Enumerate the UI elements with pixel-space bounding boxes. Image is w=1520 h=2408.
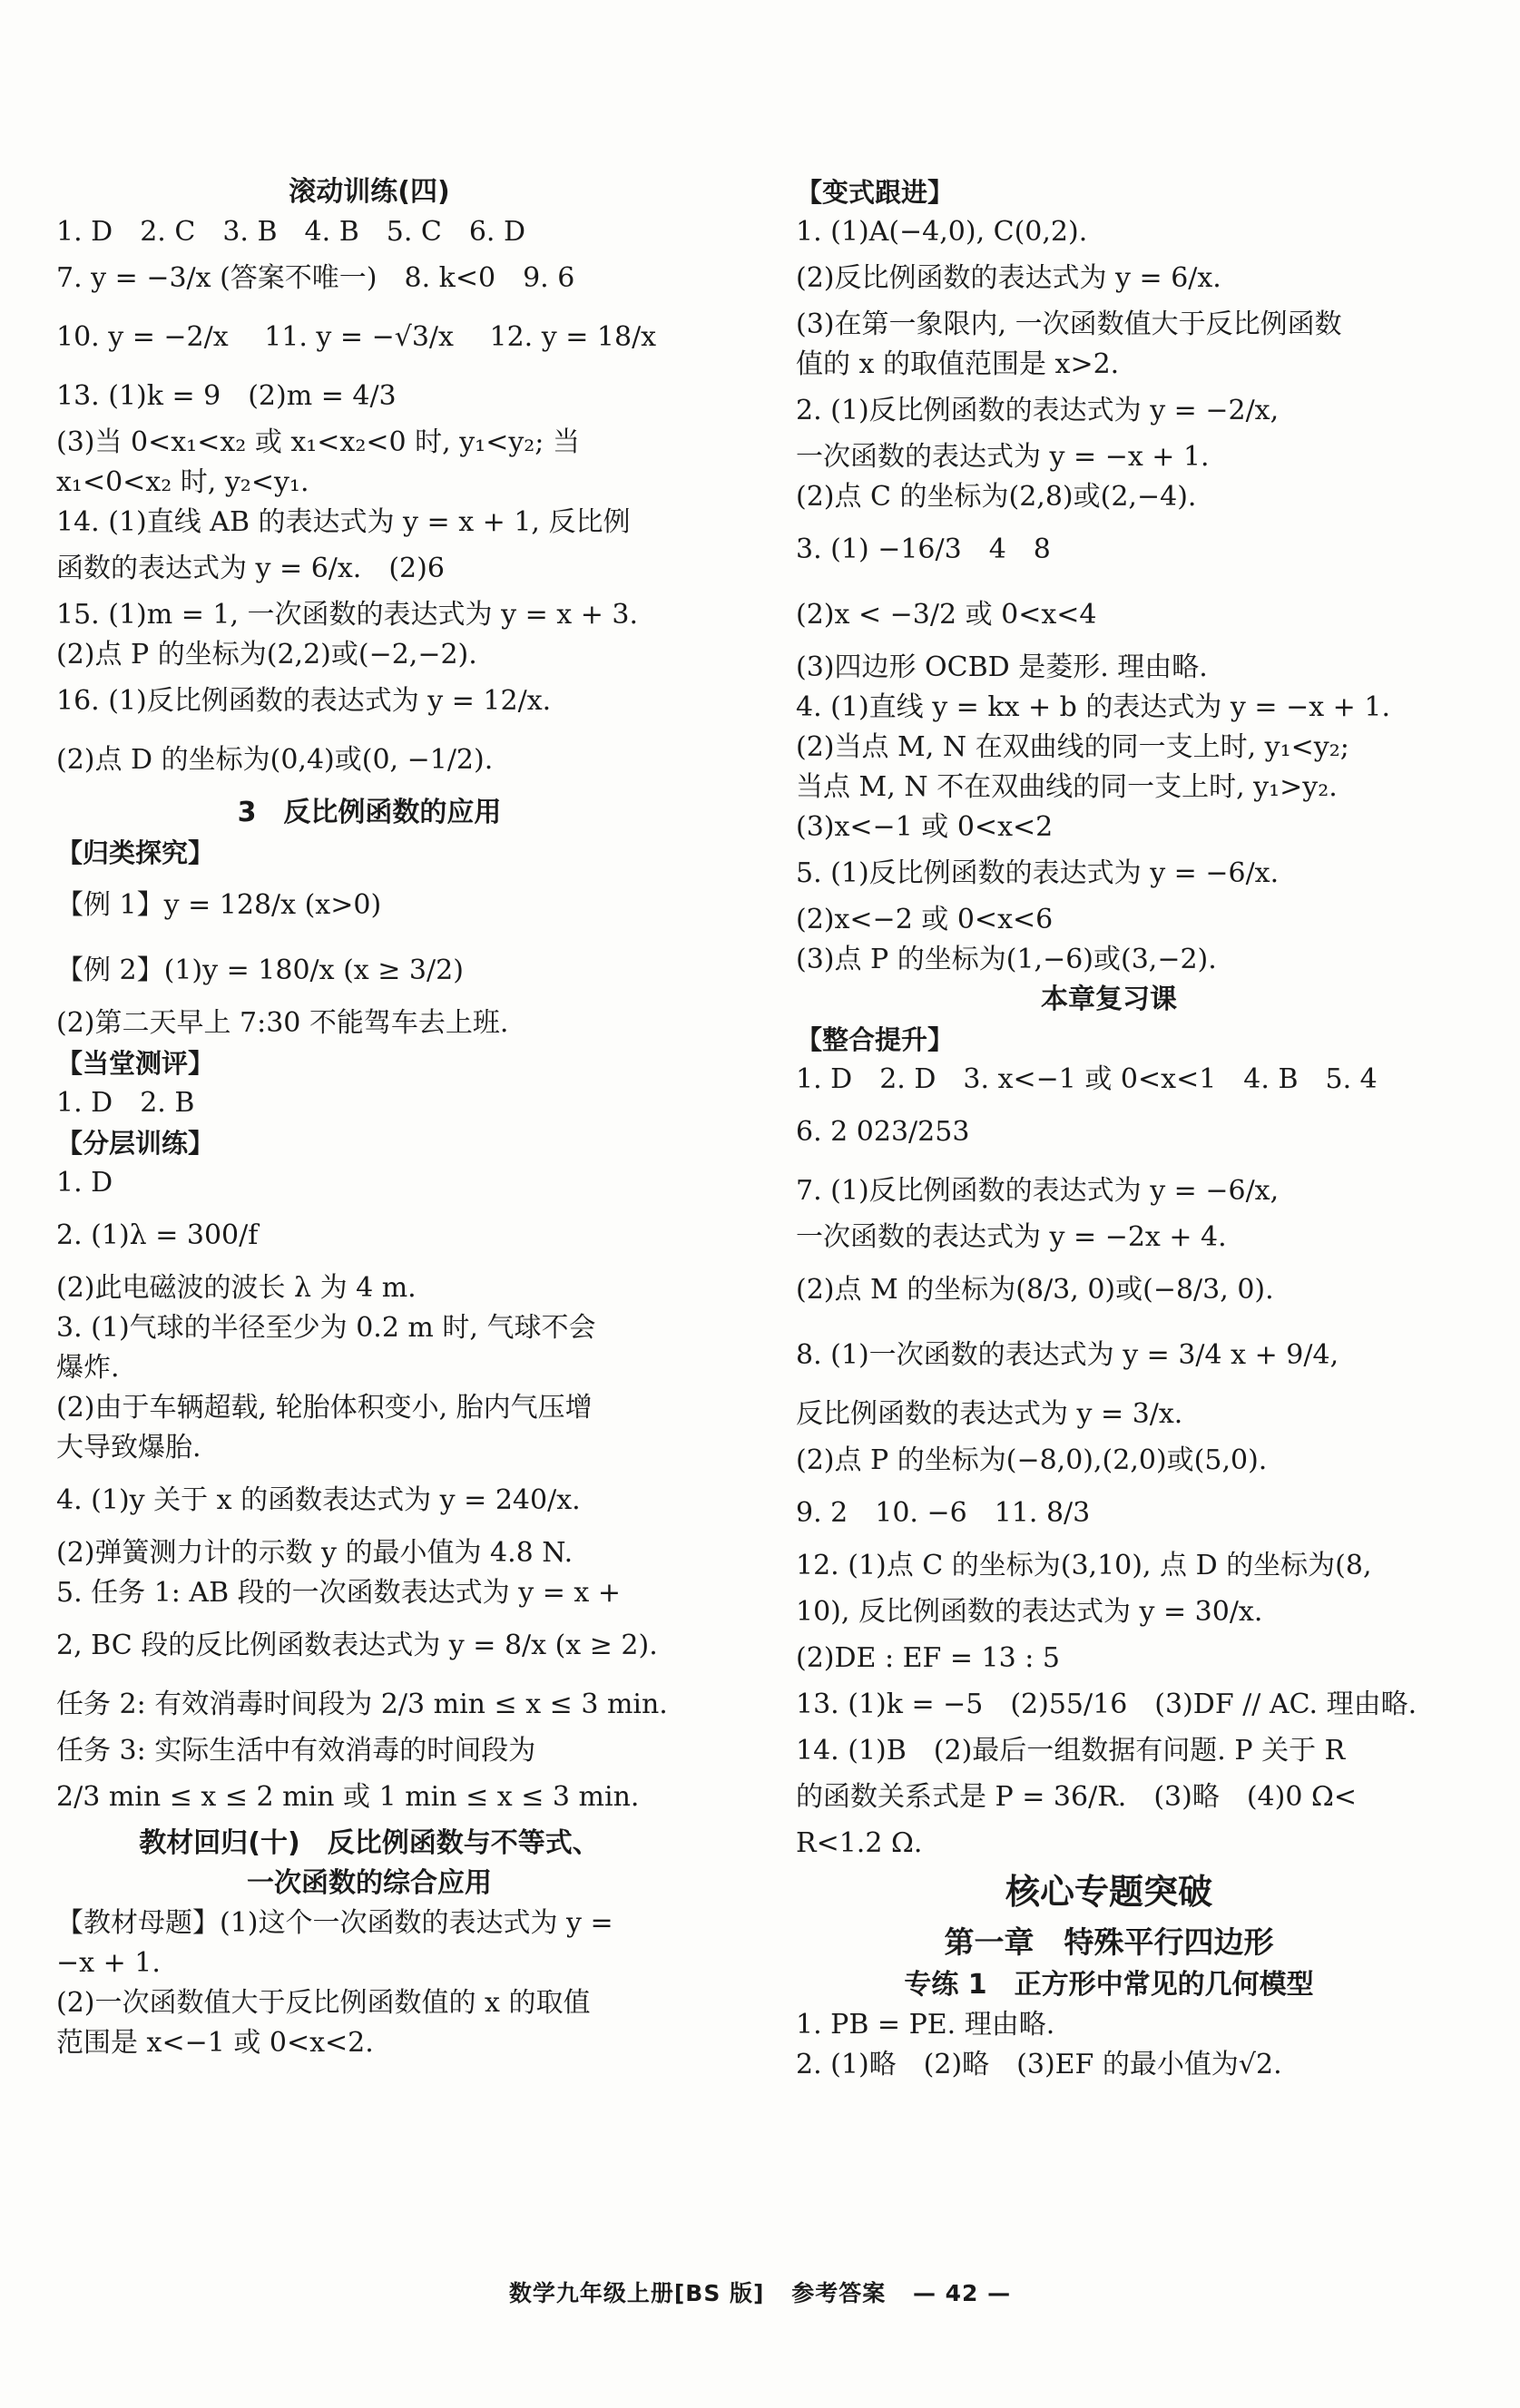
tag-variant-follow: 【变式跟进】 — [796, 177, 955, 208]
heading-chapter-review: 本章复习课 — [1041, 984, 1177, 1015]
heading-rolling-training: 滚动训练(四) — [289, 176, 450, 208]
tag-category-explore: 【归类探究】 — [56, 837, 215, 868]
answer-line: 3. (1) −16/3 4 8 — [796, 533, 1051, 565]
answer-line: 5. 任务 1: AB 段的一次函数表达式为 y = x + — [56, 1577, 621, 1609]
heading-drill-1: 专练 1 正方形中常见的几何模型 — [904, 1969, 1314, 2001]
answer-line: (2)反比例函数的表达式为 y = 6/x. — [796, 262, 1221, 294]
answer-line: (2)一次函数值大于反比例函数值的 x 的取值 — [56, 1987, 591, 2019]
heading-section-3: 3 反比例函数的应用 — [237, 797, 502, 828]
answer-line: (3)x<−1 或 0<x<2 — [796, 811, 1054, 843]
answer-line: (2)点 M 的坐标为(8/3, 0)或(−8/3, 0). — [796, 1274, 1274, 1306]
answer-line: 6. 2 023/253 — [796, 1116, 970, 1148]
answer-line: 【教材母题】(1)这个一次函数的表达式为 y = — [56, 1907, 613, 1939]
answer-line: 3. (1)气球的半径至少为 0.2 m 时, 气球不会 — [56, 1312, 596, 1344]
answer-line: 12. (1)点 C 的坐标为(3,10), 点 D 的坐标为(8, — [796, 1550, 1372, 1581]
answer-line: 值的 x 的取值范围是 x>2. — [796, 348, 1120, 380]
answer-line: 9. 2 10. −6 11. 8/3 — [796, 1497, 1091, 1529]
answer-line: (2)由于车辆超载, 轮胎体积变小, 胎内气压增 — [56, 1392, 593, 1424]
answer-line: (3)四边形 OCBD 是菱形. 理由略. — [796, 651, 1208, 683]
answer-line: (2)点 P 的坐标为(−8,0),(2,0)或(5,0). — [796, 1444, 1268, 1476]
answer-line: 2, BC 段的反比例函数表达式为 y = 8/x (x ≥ 2). — [56, 1630, 658, 1661]
answer-line: 1. D 2. C 3. B 4. B 5. C 6. D — [56, 216, 526, 248]
answer-line: 范围是 x<−1 或 0<x<2. — [56, 2027, 374, 2059]
answer-line: (2)此电磁波的波长 λ 为 4 m. — [56, 1272, 417, 1304]
tag-in-class-test: 【当堂测评】 — [56, 1048, 215, 1079]
answer-line: 一次函数的表达式为 y = −x + 1. — [796, 441, 1210, 473]
answer-line: x₁<0<x₂ 时, y₂<y₁. — [56, 466, 309, 498]
answer-line: 2. (1)λ = 300/f — [56, 1219, 259, 1251]
answer-line: R<1.2 Ω. — [796, 1827, 923, 1859]
answer-line: 1. D — [56, 1167, 113, 1199]
right-column — [796, 172, 1422, 2085]
answer-line: 13. (1)k = 9 (2)m = 4/3 — [56, 380, 397, 412]
heading-chapter-1: 第一章 特殊平行四边形 — [944, 1924, 1274, 1960]
page-footer — [0, 2276, 1520, 2308]
answer-line: 4. (1)直线 y = kx + b 的表达式为 y = −x + 1. — [796, 691, 1390, 723]
answer-line: (2)弹簧测力计的示数 y 的最小值为 4.8 N. — [56, 1537, 574, 1569]
footer-page-number: — 42 — — [912, 2280, 1012, 2306]
footer-book-title: 数学九年级上册[BS 版] — [508, 2280, 765, 2306]
footer-section: 参考答案 — [791, 2280, 887, 2306]
answer-line: (2)x<−2 或 0<x<6 — [796, 904, 1054, 935]
answer-line: 5. (1)反比例函数的表达式为 y = −6/x. — [796, 857, 1280, 889]
answer-line: (2)DE : EF = 13 : 5 — [796, 1642, 1060, 1674]
answer-line: (2)x < −3/2 或 0<x<4 — [796, 599, 1097, 631]
answer-line: 的函数关系式是 P = 36/R. (3)略 (4)0 Ω< — [796, 1781, 1357, 1813]
answer-line: 7. (1)反比例函数的表达式为 y = −6/x, — [796, 1175, 1280, 1207]
answer-line: −x + 1. — [56, 1947, 161, 1979]
left-column — [56, 172, 682, 2063]
answer-line: 10. y = −2/x 11. y = −√3/x 12. y = 18/x — [56, 321, 657, 353]
answer-line: 任务 3: 实际生活中有效消毒的时间段为 — [56, 1735, 536, 1767]
answer-line: (3)点 P 的坐标为(1,−6)或(3,−2). — [796, 944, 1217, 975]
answer-line: 函数的表达式为 y = 6/x. (2)6 — [56, 553, 445, 584]
answer-line: 1. PB = PE. 理由略. — [796, 2009, 1055, 2041]
answer-line: 14. (1)直线 AB 的表达式为 y = x + 1, 反比例 — [56, 506, 631, 538]
answer-line: 大导致爆胎. — [56, 1432, 201, 1463]
answer-line: 任务 2: 有效消毒时间段为 2/3 min ≤ x ≤ 3 min. — [56, 1689, 668, 1720]
answer-line: 【例 1】y = 128/x (x>0) — [56, 889, 382, 921]
answer-line: 4. (1)y 关于 x 的函数表达式为 y = 240/x. — [56, 1484, 581, 1516]
answer-line: 一次函数的表达式为 y = −2x + 4. — [796, 1221, 1227, 1253]
answer-line: 13. (1)k = −5 (2)55/16 (3)DF // AC. 理由略. — [796, 1689, 1417, 1720]
answer-line: 1. D 2. D 3. x<−1 或 0<x<1 4. B 5. 4 — [796, 1063, 1378, 1095]
answer-line: (2)点 D 的坐标为(0,4)或(0, −1/2). — [56, 744, 494, 776]
answer-line: 1. D 2. B — [56, 1087, 195, 1119]
answer-line: 2/3 min ≤ x ≤ 2 min 或 1 min ≤ x ≤ 3 min. — [56, 1781, 640, 1813]
answer-line: (2)点 P 的坐标为(2,2)或(−2,−2). — [56, 639, 477, 671]
answer-line: 当点 M, N 不在双曲线的同一支上时, y₁>y₂. — [796, 771, 1338, 803]
answer-line: (2)当点 M, N 在双曲线的同一支上时, y₁<y₂; — [796, 731, 1349, 763]
heading-core-topics: 核心专题突破 — [1005, 1872, 1212, 1912]
answer-line: 14. (1)B (2)最后一组数据有问题. P 关于 R — [796, 1735, 1346, 1767]
answer-line: 反比例函数的表达式为 y = 3/x. — [796, 1398, 1183, 1430]
answer-line: 2. (1)反比例函数的表达式为 y = −2/x, — [796, 395, 1280, 426]
answer-line: 7. y = −3/x (答案不唯一) 8. k<0 9. 6 — [56, 262, 575, 294]
answer-line: 8. (1)一次函数的表达式为 y = 3/4 x + 9/4, — [796, 1339, 1339, 1371]
tag-layered-training: 【分层训练】 — [56, 1128, 215, 1159]
answer-line: 16. (1)反比例函数的表达式为 y = 12/x. — [56, 685, 552, 717]
answer-line: 【例 2】(1)y = 180/x (x ≥ 3/2) — [56, 954, 464, 986]
answer-line: (2)点 C 的坐标为(2,8)或(2,−4). — [796, 481, 1197, 513]
answer-line: 2. (1)略 (2)略 (3)EF 的最小值为√2. — [796, 2049, 1282, 2080]
answer-line: 爆炸. — [56, 1352, 120, 1384]
answer-line: (2)第二天早上 7:30 不能驾车去上班. — [56, 1007, 509, 1039]
tag-integrate-improve: 【整合提升】 — [796, 1024, 955, 1055]
answer-line: (3)当 0<x₁<x₂ 或 x₁<x₂<0 时, y₁<y₂; 当 — [56, 426, 580, 458]
heading-textbook-review-sub: 一次函数的综合应用 — [247, 1867, 492, 1899]
answer-line: 15. (1)m = 1, 一次函数的表达式为 y = x + 3. — [56, 599, 639, 631]
answer-line: 1. (1)A(−4,0), C(0,2). — [796, 216, 1088, 248]
heading-textbook-review: 教材回归(十) 反比例函数与不等式、 — [139, 1827, 600, 1859]
answer-line: (3)在第一象限内, 一次函数值大于反比例函数 — [796, 308, 1342, 340]
answer-line: 10), 反比例函数的表达式为 y = 30/x. — [796, 1596, 1263, 1628]
